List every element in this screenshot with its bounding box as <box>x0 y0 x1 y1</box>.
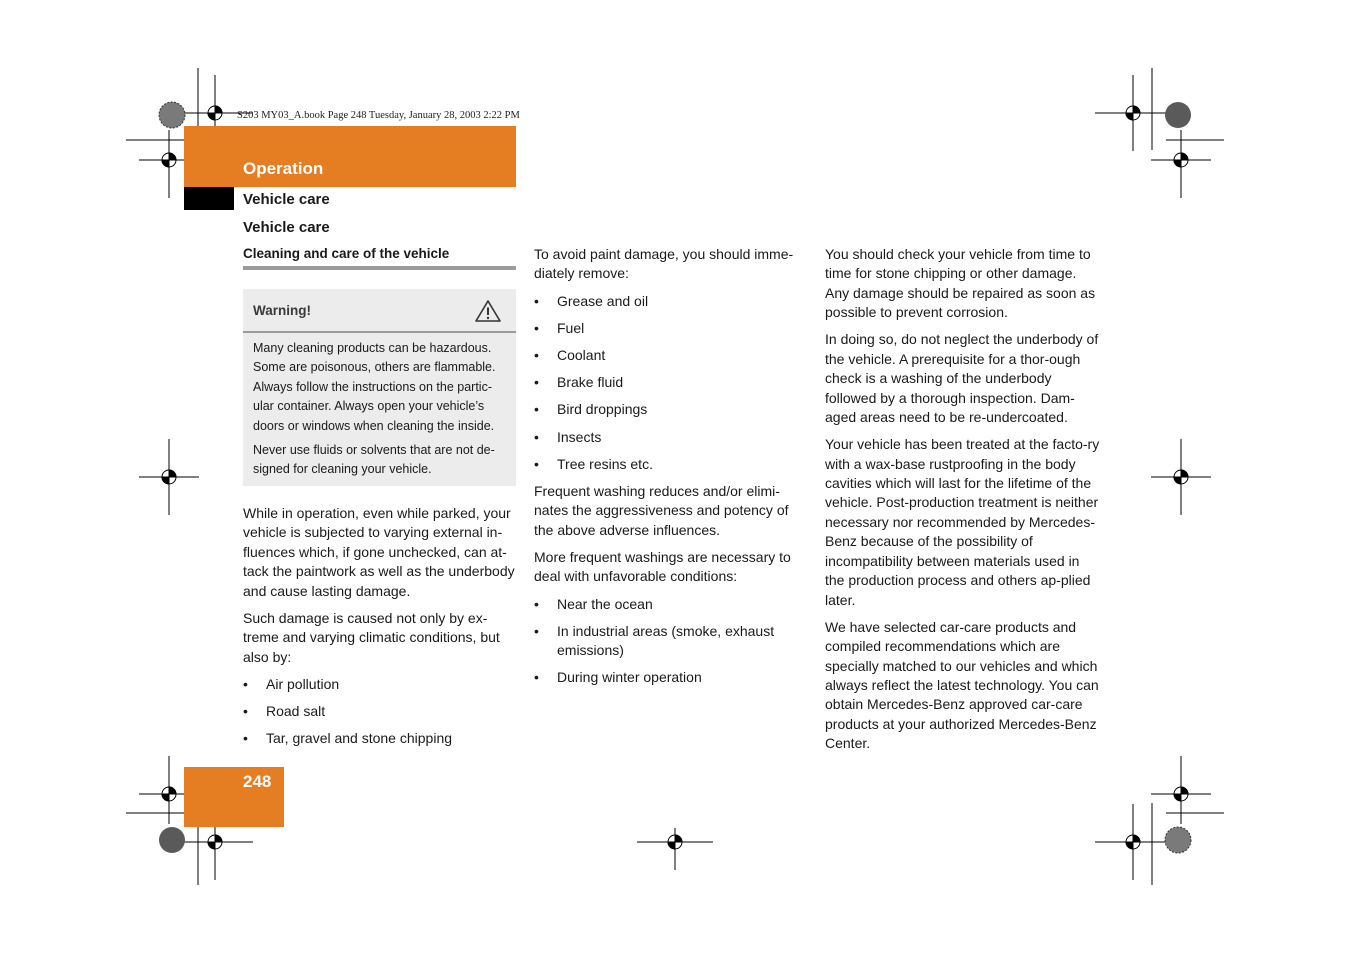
text-column-1 <box>243 504 519 756</box>
paragraph: Your vehicle has been treated at the facto-ry with a wax-base rustproofing in the body cavities which will last for the lifetime of the vehicle. Post-production treatment is neither necessary nor recommended by Mercedes-Benz because of the possibility of incompatibility between materials used in the production process and others ap-plied later. <box>825 436 1100 608</box>
paragraph: We have selected car-care products and compiled recommendations which are specially matched to our vehicles and which always reflect the latest technology. You can obtain Mercedes-Benz approved car-care products at your authorized Mercedes-Benz Center. <box>825 618 1099 752</box>
list-item: • Road salt <box>243 702 519 721</box>
paragraph: To avoid paint damage, you should imme-diately remove: <box>534 246 794 282</box>
list-item: • Air pollution <box>243 675 519 694</box>
list-item: • Tree resins etc. <box>534 455 806 474</box>
bullet-list <box>534 595 806 688</box>
warning-title: Warning! <box>253 303 311 318</box>
paragraph: While in operation, even while parked, your vehicle is subjected to varying external in-fluences which, if gone unchecked, can at-tack the paintwork as well as the underbody and cause lasting damage. <box>243 505 515 599</box>
list-item: • Insects <box>534 428 806 447</box>
print-info: S203 MY03_A.book Page 248 Tuesday, January 28, 2003 2:22 PM <box>237 110 520 121</box>
chapter-header-bar <box>184 126 516 187</box>
list-item: • Grease and oil <box>534 292 806 311</box>
page-number: 248 <box>243 772 272 791</box>
warning-paragraph: Never use fluids or solvents that are not de-signed for cleaning your vehicle. <box>253 443 495 477</box>
paragraph: More frequent washings are necessary to deal with unfavorable conditions: <box>534 549 791 585</box>
section-label: Vehicle care <box>243 191 330 208</box>
paragraph: In doing so, do not neglect the underbody of the vehicle. A prerequisite for a thor-ough check is a washing of the underbody followed by a thorough inspection. Dam-aged areas need to be re-undercoated. <box>825 331 1099 426</box>
list-item: • Tar, gravel and stone chipping <box>243 729 519 748</box>
list-item: • Coolant <box>534 346 806 365</box>
text-column-3 <box>825 245 1101 761</box>
list-item: • Bird droppings <box>534 400 806 419</box>
page-title: Vehicle care <box>243 219 330 236</box>
paragraph: You should check your vehicle from time to time for stone chipping or other damage. Any damage should be repaired as soon as possible to prevent corrosion. <box>825 246 1096 321</box>
chapter-title: Operation <box>243 159 324 178</box>
warning-triangle-icon <box>474 299 502 323</box>
subheading: Cleaning and care of the vehicle <box>243 246 450 261</box>
warning-box <box>243 289 516 486</box>
bullet-list <box>534 292 806 475</box>
paragraph: Frequent washing reduces and/or elimi-nates the aggressiveness and potency of the above adverse influences. <box>534 483 789 538</box>
bullet-list <box>243 675 519 749</box>
warning-header <box>243 289 516 333</box>
list-item: • Near the ocean <box>534 595 806 614</box>
paragraph: Such damage is caused not only by ex-treme and varying climatic conditions, but also by: <box>243 609 500 665</box>
list-item: • Brake fluid <box>534 373 806 392</box>
list-item: • During winter operation <box>534 668 806 687</box>
text-column-2 <box>534 245 806 696</box>
warning-paragraph: Many cleaning products can be hazardous. Some are poisonous, others are flammable. Always follow the instructions on the partic-ular container. Always open your vehicle’s doors or windows when cleaning the inside. <box>253 341 496 433</box>
subheading-rule <box>243 266 516 270</box>
list-item: • In industrial areas (smoke, exhaust emissions) <box>534 622 806 661</box>
section-tab-marker <box>184 187 234 210</box>
list-item: • Fuel <box>534 319 806 338</box>
